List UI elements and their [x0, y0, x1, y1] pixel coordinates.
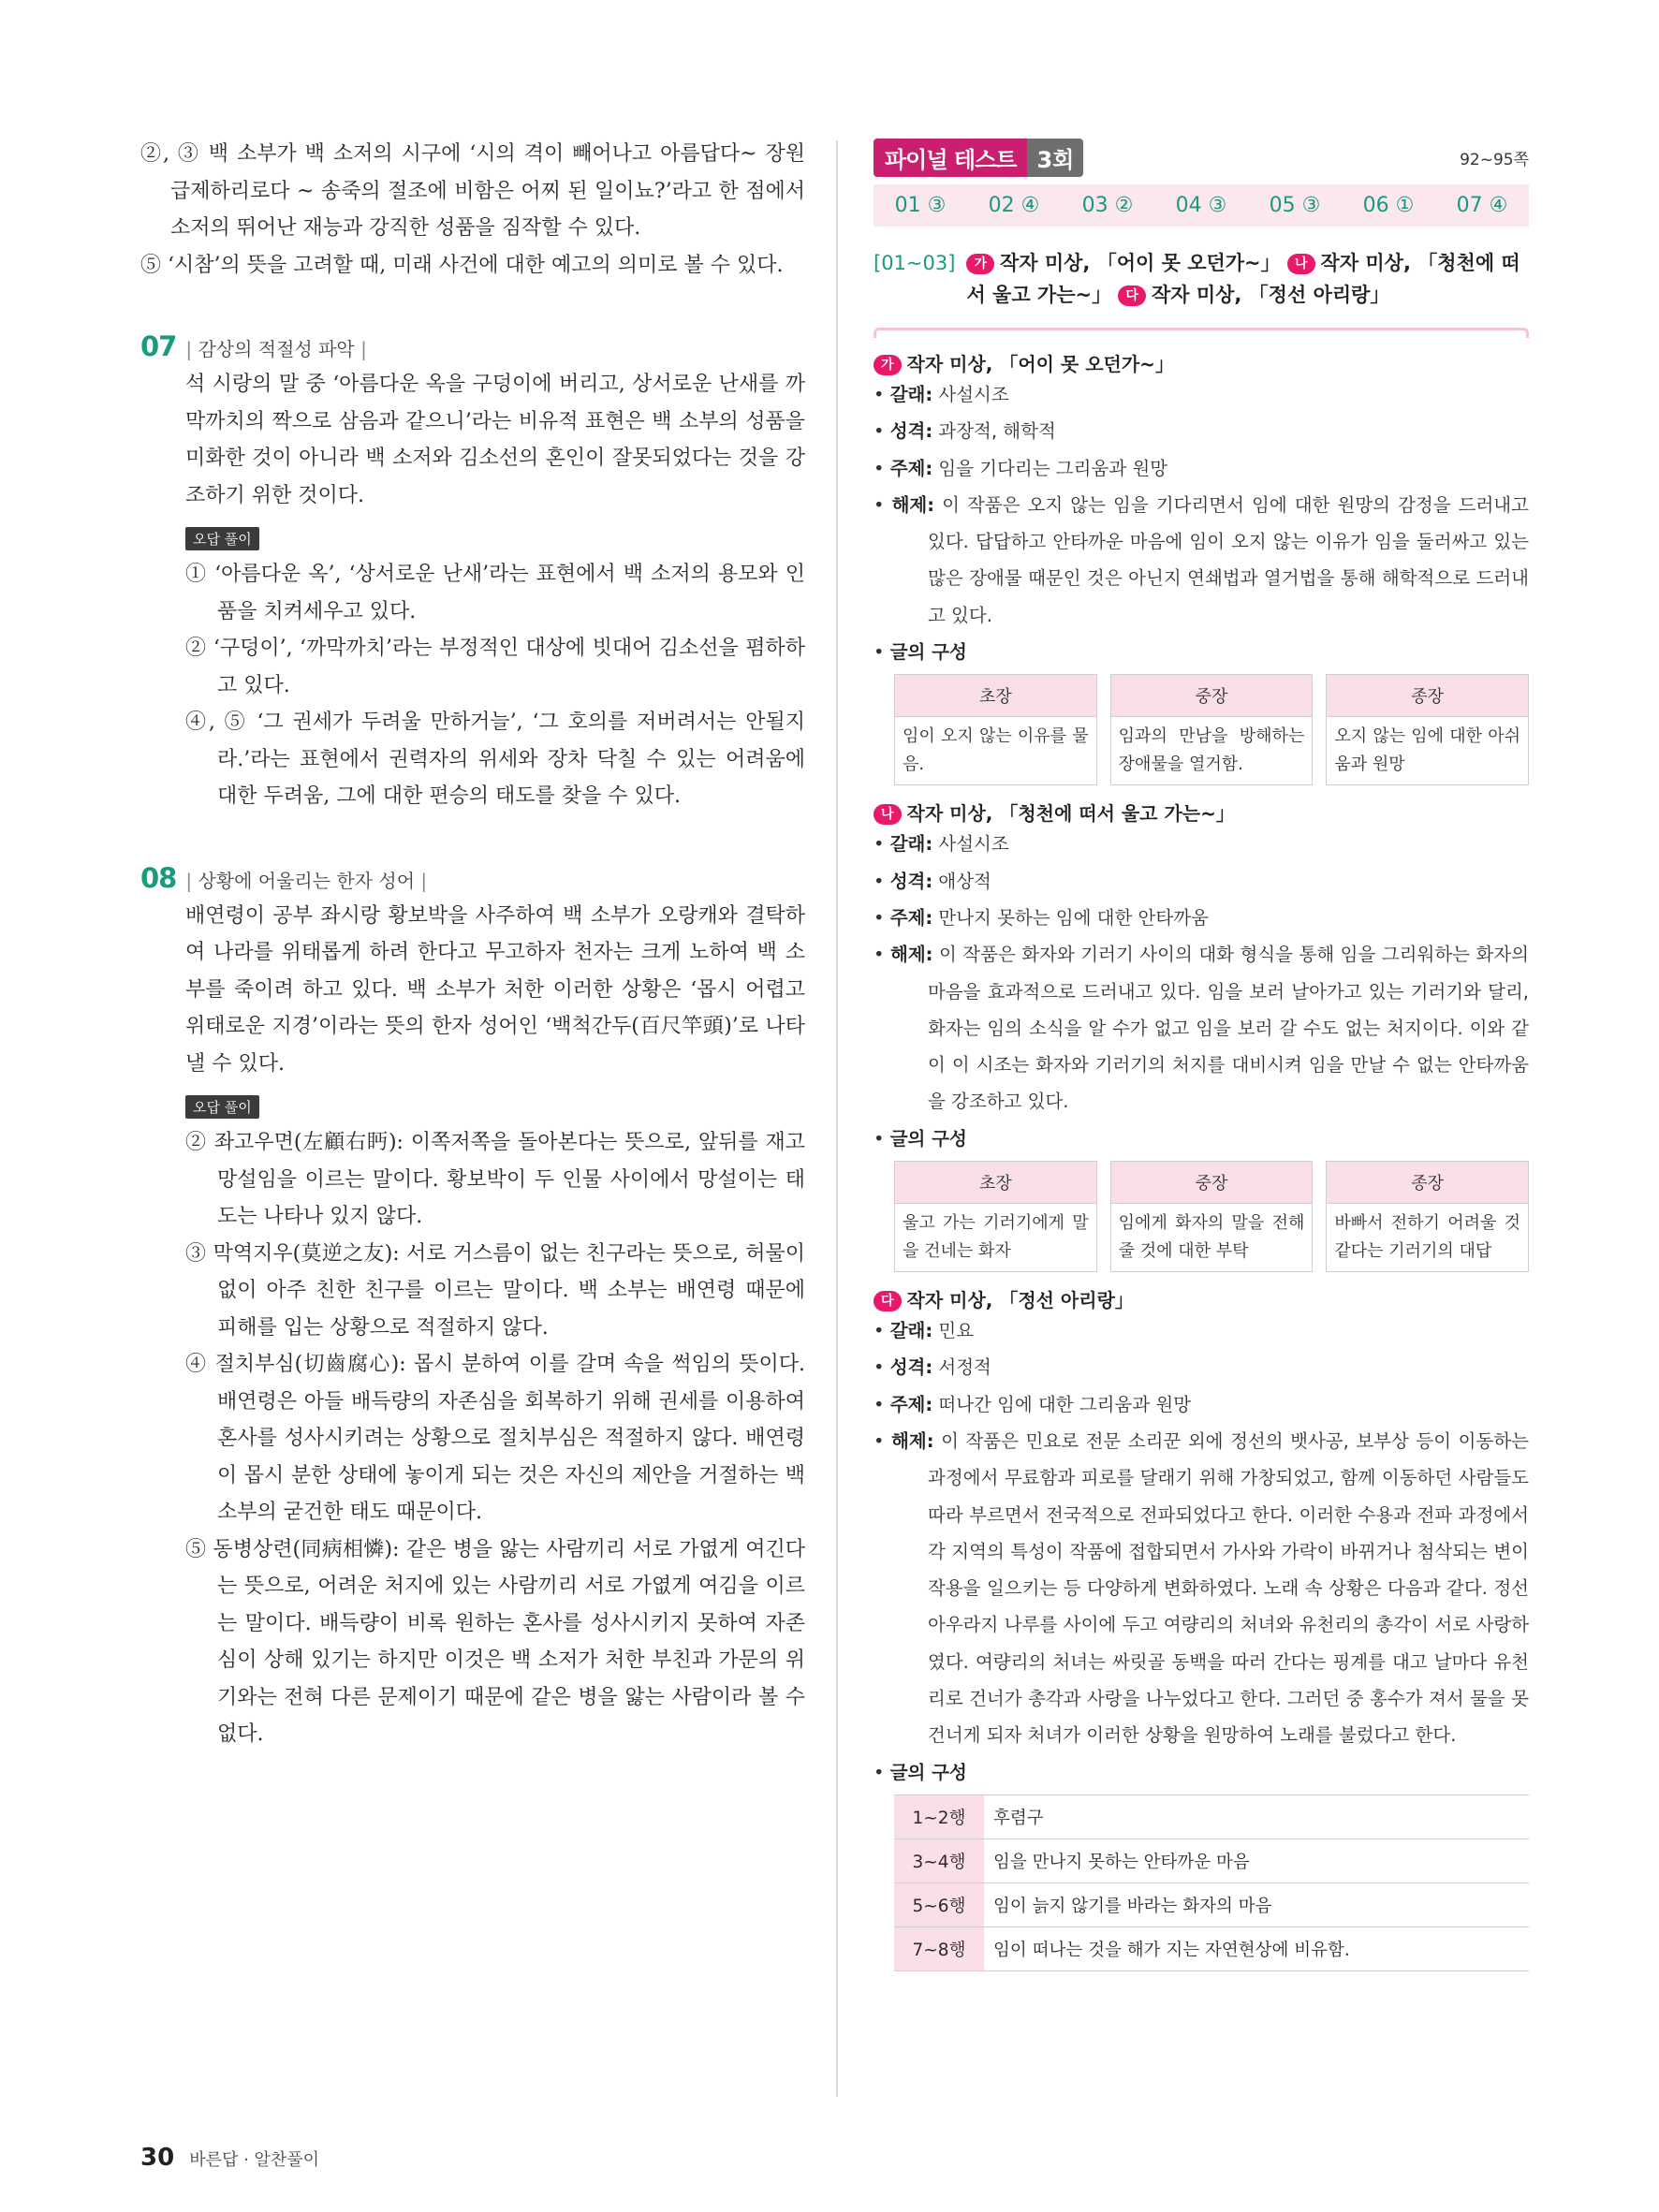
question-07-option: ② ‘구덩이’, ‘까막까치’라는 부정적인 대상에 빗대어 김소선을 폄하하고 있다.: [185, 637, 805, 697]
section-c-title-text: 작자 미상, 「정선 아리랑」: [906, 1289, 1134, 1312]
section-c-structure-table: [894, 1795, 1529, 1971]
group-work-da: 작자 미상, 「정선 아리랑」: [1151, 284, 1390, 306]
question-07-body: 석 시랑의 말 중 ‘아름다운 옥을 구덩이에 버리고, 상서로운 난새를 까막까치의 짝으로 삼음과 같으니’라는 비유적 표현은 백 소부의 성품을 미화한 것이 아니라 백 소저와 김소선의 혼인이 잘못되었다는 것을 강조하기 위한 것이다.: [185, 373, 805, 507]
intro-option-5: ⑤ ‘시참’의 뜻을 고려할 때, 미래 사건에 대한 예고의 의미로 볼 수 있다.: [140, 253, 784, 277]
section-b-genre: • 갈래: 사설시조: [874, 826, 1529, 862]
section-rule: [874, 328, 1529, 338]
group-work-ga: 작자 미상, 「어이 못 오던가~」: [999, 252, 1281, 274]
table-row: 1~2행 후렴구: [894, 1795, 1529, 1838]
structure-box: 초장 임이 오지 않는 이유를 물음.: [894, 674, 1097, 785]
group-work-na: 작자 미상, 「청천에 떠서 울고 가는~」: [966, 252, 1520, 306]
answer-item: 02 ④: [988, 194, 1040, 217]
tag-ga: 가: [874, 355, 902, 375]
question-07-option: ④, ⑤ ‘그 권세가 두려울 만하거늘’, ‘그 호의를 저버려서는 안될지라.’라는 표현에서 권력자의 위세와 장차 닥칠 수 있는 어려움에 대한 두려움, 그에 대한 편승의 태도를 찾을 수 있다.: [185, 710, 805, 808]
section-b-haeje: • 해제: 이 작품은 화자와 기러기 사이의 대화 형식을 통해 임을 그리워하는 화자의 마음을 효과적으로 드러내고 있다. 임을 보러 날아가고 있는 기러기와 달리, 화자는 임의 소식을 알 수가 없고 임을 보러 갈 수도 없는 처지이다. 이와 같이 이 시조는 화자와 기러기의 처지를 대비시켜 임을 만날 수 없는 안타까움을 강조하고 있다.: [874, 936, 1529, 1120]
table-row: 5~6행 임이 늙지 않기를 바라는 화자의 마음: [894, 1882, 1529, 1926]
structure-box: 초장 울고 가는 기러기에게 말을 건네는 화자: [894, 1161, 1097, 1272]
section-a-genre: • 갈래: 사설시조: [874, 376, 1529, 413]
answer-item: 06 ①: [1362, 194, 1415, 217]
section-c-genre: • 갈래: 민요: [874, 1312, 1529, 1349]
section-b-structure-label: • 글의 구성: [874, 1121, 1529, 1157]
section-c-title: [874, 1285, 1529, 1312]
right-column: [874, 139, 1529, 1971]
question-07-number: 07: [140, 330, 177, 362]
structure-box: 중장 임과의 만남을 방해하는 장애물을 열거함.: [1110, 674, 1314, 785]
page-number: 30: [140, 2144, 175, 2172]
tag-ga: 가: [966, 254, 994, 274]
tag-da: 다: [874, 1291, 902, 1311]
book-title: 바른답 · 알찬풀이: [189, 2150, 320, 2170]
answer-item: 05 ③: [1269, 194, 1321, 217]
question-08-body: 배연령이 공부 좌시랑 황보박을 사주하여 백 소부가 오랑캐와 결탁하여 나라를 위태롭게 하려 한다고 무고하자 천자는 크게 노하여 백 소부를 죽이려 하고 있다. 백 소부가 처한 이러한 상황은 ‘몹시 어렵고 위태로운 지경’이라는 뜻의 한자 성어인 ‘백척간두(百尺竿頭)’로 나타낼 수 있다.: [185, 903, 805, 1076]
section-c-character: • 성격: 서정적: [874, 1349, 1529, 1385]
section-b-title-text: 작자 미상, 「청천에 떠서 울고 가는~」: [906, 802, 1235, 826]
question-07-option: ① ‘아름다운 옥’, ‘상서로운 난새’라는 표현에서 백 소저의 용모와 인품을 치켜세우고 있다.: [185, 563, 805, 623]
section-a-title: [874, 349, 1529, 376]
question-08-option: ③ 막역지우(莫逆之友): 서로 거스름이 없는 친구라는 뜻으로, 허물이 없이 아주 친한 친구를 이르는 말이다. 백 소부는 배연령 때문에 피해를 입는 상황으로 적절하지 않다.: [185, 1241, 805, 1340]
section-a-theme: • 주제: 임을 기다리는 그리움과 원망: [874, 450, 1529, 487]
tag-na: 나: [874, 804, 902, 825]
section-a-structure: [894, 674, 1529, 785]
section-c-haeje: • 해제: 이 작품은 민요로 전문 소리꾼 외에 정선의 뱃사공, 보부상 등이 이동하는 과정에서 무료함과 피로를 달래기 위해 가창되었고, 함께 이동하던 사람들도 따라 부르면서 전국적으로 전파되었다고 한다. 이러한 수용과 전파 과정에서 각 지역의 특성이 작품에 접합되면서 가사와 가락이 바뀌거나 첨삭되는 변이 작용을 일으키는 등 다양하게 변화하였다. 노래 속 상황은 다음과 같다. 정선 아우라지 나루를 사이에 두고 여량리의 처녀와 유천리의 총각이 서로 사랑하였다. 여량리의 처녀는 싸릿골 동백을 따러 간다는 핑계를 대고 날마다 유천리로 건너가 총각과 사랑을 나누었다고 한다. 그러던 중 홍수가 져서 물을 못 건너게 되자 처녀가 이러한 상황을 원망하여 노래를 불렀다고 한다.: [874, 1423, 1529, 1754]
answer-item: 04 ③: [1175, 194, 1227, 217]
structure-box: 종장 바빠서 전하기 어려울 것 같다는 기러기의 대답: [1326, 1161, 1529, 1272]
question-08-wrong-label: 오답 풀이: [185, 1095, 259, 1119]
question-08-number: 08: [140, 861, 177, 894]
table-row: 7~8행 임이 떠나는 것을 해가 지는 자연현상에 비유함.: [894, 1926, 1529, 1970]
question-07-header: [140, 330, 805, 362]
intro-option-2-3: ②, ③ 백 소부가 백 소저의 시구에 ‘시의 격이 빼어나고 아름답다~ 장원 급제하리로다 ~ 송죽의 절조에 비함은 어찌 된 일이뇨?’라고 한 점에서 소저의 뛰어난 재능과 강직한 성품을 짐작할 수 있다.: [140, 142, 805, 240]
answer-item: 07 ④: [1456, 194, 1508, 217]
final-test-header: [874, 139, 1529, 177]
section-b-title: [874, 798, 1529, 826]
question-08-option: ⑤ 동병상련(同病相憐): 같은 병을 앓는 사람끼리 서로 가엾게 여긴다는 뜻으로, 어려운 처지에 있는 사람끼리 서로 가엾게 여김을 이르는 말이다. 배득량이 비록 원하는 혼사를 성사시키지 못하여 자존심이 상해 있기는 하지만 이것은 백 소저가 처한 부친과 가문의 위기와는 전혀 다른 문제이기 때문에 같은 병을 앓는 사람이라 볼 수 없다.: [185, 1537, 805, 1746]
final-test-title: 파이널 테스트: [874, 139, 1027, 177]
section-a-character: • 성격: 과장적, 해학적: [874, 413, 1529, 449]
question-08-option: ② 좌고우면(左顧右眄): 이쪽저쪽을 돌아본다는 뜻으로, 앞뒤를 재고 망설임을 이르는 말이다. 황보박이 두 인물 사이에서 망설이는 태도는 나타나 있지 않다.: [185, 1131, 805, 1228]
answer-bar: [874, 184, 1529, 227]
tag-da: 다: [1118, 286, 1146, 306]
final-test-badge: [874, 139, 1083, 177]
answer-item: 01 ③: [894, 194, 947, 217]
table-row: 3~4행 임을 만나지 못하는 안타까운 마음: [894, 1838, 1529, 1882]
section-a-title-text: 작자 미상, 「어이 못 오던가~」: [906, 353, 1174, 375]
section-b-theme: • 주제: 만나지 못하는 임에 대한 안타까움: [874, 900, 1529, 936]
section-c-theme: • 주제: 떠나간 임에 대한 그리움과 원망: [874, 1386, 1529, 1423]
group-heading: [874, 247, 1529, 311]
tag-na: 나: [1287, 254, 1315, 274]
structure-box: 종장 오지 않는 임에 대한 아쉬움과 원망: [1326, 674, 1529, 785]
left-column: [140, 136, 805, 1753]
question-07-title: | 감상의 적절성 파악 |: [185, 334, 367, 361]
section-a-haeje: • 해제: 이 작품은 오지 않는 임을 기다리면서 임에 대한 원망의 감정을 드러내고 있다. 답답하고 안타까운 마음에 임이 오지 않는 이유가 임을 둘러싸고 있는 많은 장애물 때문인 것은 아닌지 연쇄법과 열거법을 통해 해학적으로 드러내고 있다.: [874, 487, 1529, 634]
section-a-structure-label: • 글의 구성: [874, 634, 1529, 670]
answer-item: 03 ②: [1081, 194, 1134, 217]
group-label: [01~03]: [874, 252, 956, 274]
page-footer: [140, 2144, 319, 2172]
page-range: 92~95쪽: [1460, 151, 1529, 169]
question-08-title: | 상황에 어울리는 한자 성어 |: [185, 866, 427, 893]
section-b-character: • 성격: 애상적: [874, 863, 1529, 900]
question-08-option: ④ 절치부심(切齒腐心): 몹시 분하여 이를 갈며 속을 썩임의 뜻이다. 배연령은 아들 배득량의 자존심을 회복하기 위해 권세를 이용하여 혼사를 성사시키려는 상황으로 절치부심은 적절하지 않다. 배연령이 몹시 분한 상태에 놓이게 되는 것은 자신의 제안을 거절하는 백 소부의 굳건한 태도 때문이다.: [185, 1353, 805, 1524]
final-test-round: 3회: [1027, 139, 1083, 177]
section-c-structure-label: • 글의 구성: [874, 1754, 1529, 1791]
structure-box: 중장 임에게 화자의 말을 전해 줄 것에 대한 부탁: [1110, 1161, 1314, 1272]
question-07-wrong-label: 오답 풀이: [185, 527, 259, 550]
group-works: [966, 247, 1529, 311]
question-08-header: [140, 862, 805, 894]
section-b-structure: [894, 1161, 1529, 1272]
column-divider: [836, 140, 838, 2097]
